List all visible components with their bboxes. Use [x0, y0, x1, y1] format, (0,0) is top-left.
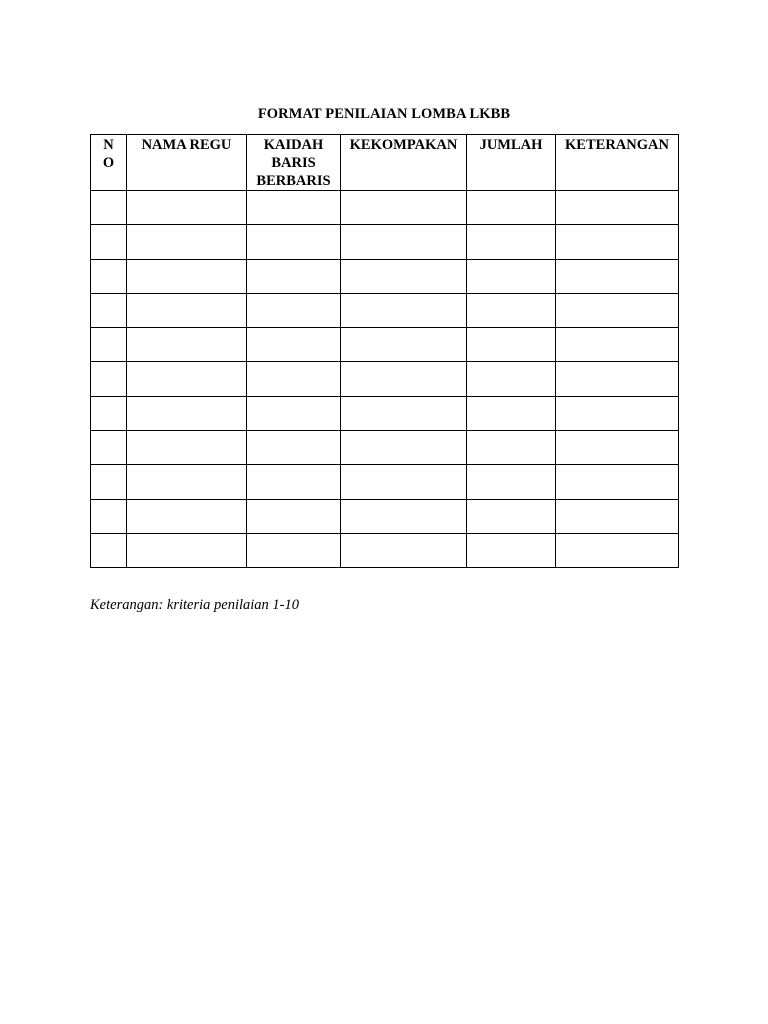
cell-no: [91, 259, 127, 293]
cell-jumlah: [467, 293, 556, 327]
cell-kaidah: [247, 293, 341, 327]
table-row: [91, 431, 679, 465]
cell-kaidah: [247, 191, 341, 225]
header-no: N O: [91, 135, 127, 191]
cell-kaidah: [247, 465, 341, 499]
cell-nama-regu: [127, 431, 247, 465]
cell-jumlah: [467, 362, 556, 396]
cell-jumlah: [467, 499, 556, 533]
score-table: [90, 134, 679, 568]
cell-no: [91, 225, 127, 259]
cell-no: [91, 396, 127, 430]
header-kekompakan: KEKOMPAKAN: [341, 135, 467, 191]
cell-kaidah: [247, 533, 341, 567]
cell-nama-regu: [127, 362, 247, 396]
cell-kaidah: [247, 362, 341, 396]
cell-no: [91, 533, 127, 567]
cell-no: [91, 362, 127, 396]
cell-keterangan: [556, 533, 679, 567]
cell-kekompakan: [341, 465, 467, 499]
cell-kekompakan: [341, 533, 467, 567]
table-row: [91, 259, 679, 293]
header-keterangan: KETERANGAN: [556, 135, 679, 191]
cell-nama-regu: [127, 259, 247, 293]
cell-keterangan: [556, 396, 679, 430]
cell-nama-regu: [127, 293, 247, 327]
cell-jumlah: [467, 533, 556, 567]
cell-kekompakan: [341, 293, 467, 327]
footnote: Keterangan: kriteria penilaian 1-10: [90, 597, 300, 613]
cell-no: [91, 465, 127, 499]
cell-nama-regu: [127, 499, 247, 533]
cell-no: [91, 499, 127, 533]
table-row: [91, 499, 679, 533]
cell-kaidah: [247, 259, 341, 293]
cell-keterangan: [556, 431, 679, 465]
header-kaidah-baris-berbaris: KAIDAH BARIS BERBARIS: [247, 135, 341, 191]
cell-nama-regu: [127, 328, 247, 362]
cell-kekompakan: [341, 225, 467, 259]
cell-kaidah: [247, 499, 341, 533]
header-jumlah: JUMLAH: [467, 135, 556, 191]
cell-kekompakan: [341, 259, 467, 293]
cell-no: [91, 328, 127, 362]
cell-kaidah: [247, 431, 341, 465]
cell-keterangan: [556, 191, 679, 225]
table-row: [91, 293, 679, 327]
cell-jumlah: [467, 396, 556, 430]
cell-kekompakan: [341, 396, 467, 430]
cell-kaidah: [247, 225, 341, 259]
cell-jumlah: [467, 259, 556, 293]
table-row: [91, 362, 679, 396]
cell-keterangan: [556, 499, 679, 533]
cell-kekompakan: [341, 362, 467, 396]
cell-nama-regu: [127, 396, 247, 430]
cell-keterangan: [556, 362, 679, 396]
table-row: [91, 396, 679, 430]
cell-jumlah: [467, 225, 556, 259]
table-body: [91, 191, 679, 568]
table-row: [91, 225, 679, 259]
cell-kekompakan: [341, 191, 467, 225]
cell-keterangan: [556, 259, 679, 293]
cell-kekompakan: [341, 431, 467, 465]
cell-kaidah: [247, 396, 341, 430]
table-row: [91, 328, 679, 362]
cell-no: [91, 431, 127, 465]
cell-keterangan: [556, 293, 679, 327]
cell-keterangan: [556, 225, 679, 259]
cell-nama-regu: [127, 533, 247, 567]
page-title: FORMAT PENILAIAN LOMBA LKBB: [257, 106, 511, 122]
table-row: [91, 533, 679, 567]
cell-kekompakan: [341, 328, 467, 362]
cell-nama-regu: [127, 191, 247, 225]
table-header-row: [91, 135, 679, 191]
cell-jumlah: [467, 431, 556, 465]
cell-no: [91, 293, 127, 327]
cell-jumlah: [467, 465, 556, 499]
cell-jumlah: [467, 328, 556, 362]
cell-keterangan: [556, 328, 679, 362]
cell-no: [91, 191, 127, 225]
table-row: [91, 191, 679, 225]
cell-jumlah: [467, 191, 556, 225]
cell-keterangan: [556, 465, 679, 499]
cell-nama-regu: [127, 225, 247, 259]
table-row: [91, 465, 679, 499]
cell-nama-regu: [127, 465, 247, 499]
cell-kaidah: [247, 328, 341, 362]
header-nama-regu: NAMA REGU: [127, 135, 247, 191]
cell-kekompakan: [341, 499, 467, 533]
